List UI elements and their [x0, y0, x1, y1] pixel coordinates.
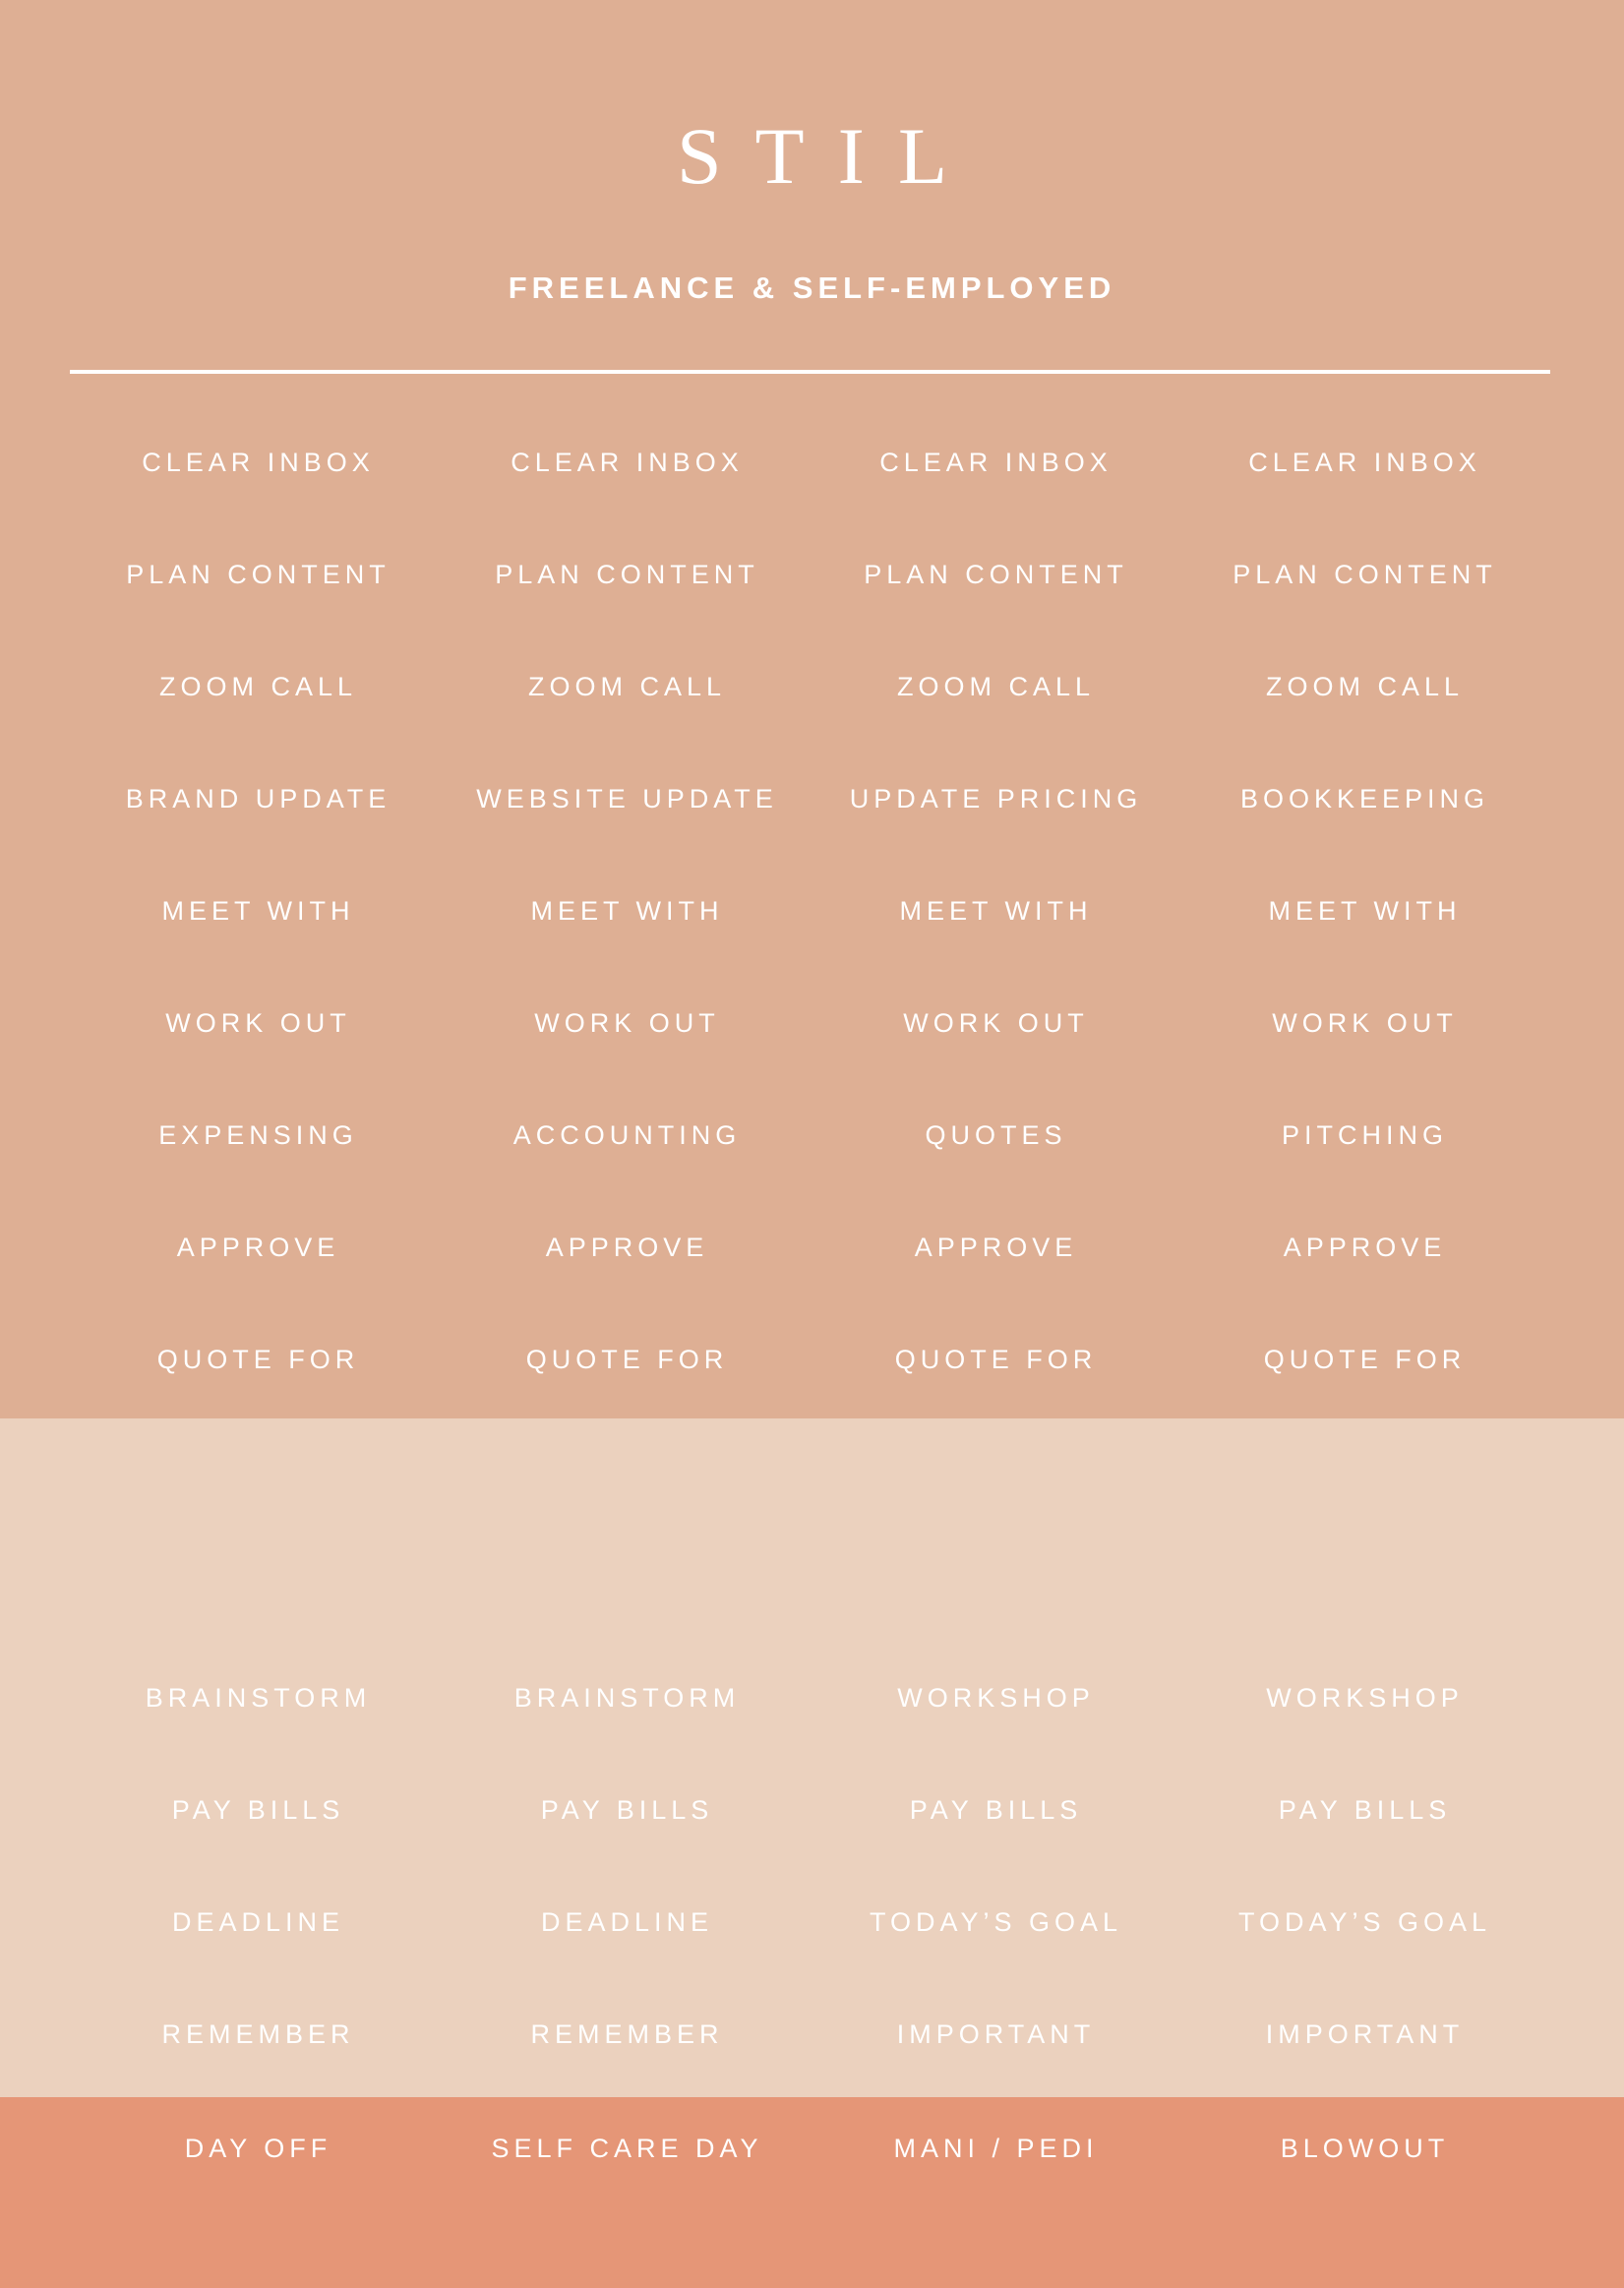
sticker-label: WEBSITE UPDATE: [476, 784, 778, 813]
sticker-label: PAY BILLS: [909, 1795, 1083, 1825]
sticker-label: PAY BILLS: [540, 1795, 714, 1825]
sticker-row: [0, 406, 1624, 518]
sticker-label: QUOTES: [925, 1120, 1067, 1150]
top-label-grid: [0, 406, 1624, 1415]
sticker-label: PAY BILLS: [171, 1795, 345, 1825]
sticker-row: [0, 631, 1624, 743]
sticker-label: PLAN CONTENT: [864, 560, 1128, 589]
sticker-label: REMEMBER: [530, 2019, 724, 2049]
sticker-label: IMPORTANT: [1265, 2019, 1465, 2049]
brand-logo: STIL: [676, 111, 982, 201]
sticker-label: QUOTE FOR: [525, 1345, 729, 1374]
sticker-label: DEADLINE: [171, 1907, 345, 1937]
sticker-label: IMPORTANT: [896, 2019, 1096, 2049]
sticker-label: CLEAR INBOX: [142, 448, 375, 477]
sticker-label: CLEAR INBOX: [511, 448, 744, 477]
sticker-label: WORKSHOP: [1266, 1683, 1464, 1713]
sticker-label: BRAINSTORM: [513, 1683, 741, 1713]
sticker-label: WORK OUT: [1272, 1008, 1458, 1038]
sticker-label: APPROVE: [914, 1233, 1078, 1262]
sticker-label: MEET WITH: [1268, 896, 1462, 926]
sticker-label: PLAN CONTENT: [126, 560, 391, 589]
sticker-label: PAY BILLS: [1278, 1795, 1452, 1825]
sticker-label: BLOWOUT: [1280, 2134, 1450, 2163]
sticker-label: QUOTE FOR: [156, 1345, 360, 1374]
sticker-label: ZOOM CALL: [896, 672, 1096, 701]
header-divider: [70, 370, 1550, 374]
sticker-label: PLAN CONTENT: [495, 560, 759, 589]
sticker-label: ZOOM CALL: [527, 672, 727, 701]
sticker-label: CLEAR INBOX: [879, 448, 1113, 477]
middle-label-grid: [0, 1642, 1624, 2090]
sticker-label: ZOOM CALL: [158, 672, 358, 701]
sticker-label: APPROVE: [176, 1233, 340, 1262]
bottom-label-grid: [0, 2093, 1624, 2203]
sticker-row: [0, 1754, 1624, 1866]
sticker-row: [0, 518, 1624, 631]
sticker-label: WORK OUT: [534, 1008, 720, 1038]
sticker-label: MEET WITH: [161, 896, 355, 926]
sticker-label: REMEMBER: [161, 2019, 355, 2049]
sticker-row: [0, 1191, 1624, 1303]
sticker-label: WORK OUT: [903, 1008, 1089, 1038]
sticker-label: MEET WITH: [530, 896, 724, 926]
sticker-label: APPROVE: [545, 1233, 709, 1262]
sticker-label: UPDATE PRICING: [849, 784, 1143, 813]
sticker-row: [0, 1866, 1624, 1978]
sticker-label: QUOTE FOR: [894, 1345, 1098, 1374]
sticker-row: [0, 1079, 1624, 1191]
sticker-label: PLAN CONTENT: [1233, 560, 1497, 589]
sticker-label: DAY OFF: [184, 2134, 332, 2163]
sticker-label: MEET WITH: [899, 896, 1093, 926]
sticker-label: BRAINSTORM: [145, 1683, 372, 1713]
sticker-label: DEADLINE: [540, 1907, 714, 1937]
sticker-row: [0, 967, 1624, 1079]
sticker-label: ACCOUNTING: [512, 1120, 742, 1150]
sticker-label: CLEAR INBOX: [1248, 448, 1481, 477]
sticker-label: BOOKKEEPING: [1239, 784, 1490, 813]
sticker-label: BRAND UPDATE: [125, 784, 391, 813]
sticker-row: [0, 1978, 1624, 2090]
sticker-label: MANI / PEDI: [893, 2134, 1099, 2163]
sticker-row: [0, 1642, 1624, 1754]
page-subtitle: FREELANCE & SELF-EMPLOYED: [508, 271, 1116, 305]
sticker-label: ZOOM CALL: [1265, 672, 1465, 701]
sticker-row: [0, 2093, 1624, 2203]
sticker-row: [0, 855, 1624, 967]
sticker-row: [0, 1303, 1624, 1415]
sticker-label: APPROVE: [1283, 1233, 1447, 1262]
sticker-label: SELF CARE DAY: [491, 2134, 763, 2163]
sticker-label: TODAY’S GOAL: [869, 1907, 1123, 1937]
sticker-label: TODAY’S GOAL: [1237, 1907, 1492, 1937]
sticker-label: WORK OUT: [165, 1008, 351, 1038]
sticker-label: PITCHING: [1281, 1120, 1448, 1150]
sticker-label: WORKSHOP: [897, 1683, 1095, 1713]
sticker-row: [0, 743, 1624, 855]
sticker-label: EXPENSING: [158, 1120, 358, 1150]
sticker-label: QUOTE FOR: [1263, 1345, 1467, 1374]
